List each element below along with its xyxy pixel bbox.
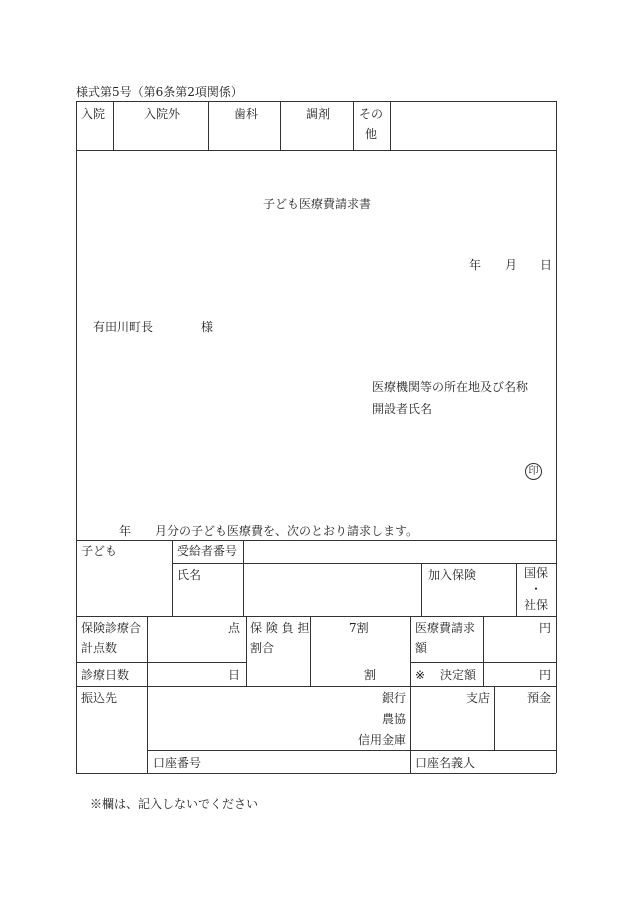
transfer-divider-2: [410, 686, 411, 773]
category-outpatient[interactable]: 入院外: [144, 107, 181, 121]
category-divider-3: [280, 101, 281, 150]
medical-divider-5: [483, 616, 484, 686]
bank-type-bank[interactable]: 銀行: [382, 691, 407, 705]
category-dental[interactable]: 歯科: [234, 107, 259, 121]
recipient-number-label: 受給者番号: [177, 544, 238, 558]
request-section-bottom: [76, 540, 556, 541]
table-right-border: [556, 101, 557, 773]
provider-founder-label: 開設者氏名: [372, 402, 433, 416]
category-row-bottom: [76, 150, 556, 151]
category-pharmacy[interactable]: 調剤: [306, 107, 331, 121]
insurance-label: 加入保険: [428, 568, 477, 582]
medical-divider-3: [310, 616, 311, 686]
burden-rate-value: 7割: [349, 621, 369, 635]
child-section-bottom: [76, 616, 556, 617]
date-year-label: 年: [469, 258, 482, 272]
insurance-option-kokuho[interactable]: 国保: [524, 566, 549, 580]
date-day-label: 日: [540, 258, 553, 272]
medical-section-bottom: [76, 686, 556, 687]
days-unit: 日: [228, 668, 241, 682]
child-col-divider: [172, 540, 173, 616]
category-divider-1: [113, 101, 114, 150]
category-inpatient[interactable]: 入院: [81, 107, 106, 121]
branch-label: 支店: [466, 691, 491, 705]
category-other-bottom[interactable]: 他: [365, 127, 378, 141]
days-label: 診療日数: [81, 668, 130, 682]
provider-address-label: 医療機関等の所在地及び名称: [372, 380, 529, 394]
decided-amount-label: 決定額: [440, 668, 477, 682]
account-holder-label: 口座名義人: [415, 756, 476, 770]
account-number-label: 口座番号: [153, 756, 202, 770]
table-left-border: [76, 101, 77, 773]
document-title: 子ども医療費請求書: [263, 197, 372, 211]
insurance-option-separator: ・: [530, 582, 543, 596]
bank-type-credit[interactable]: 信用金庫: [358, 733, 407, 747]
insurance-divider-2: [516, 563, 517, 616]
bank-row-bottom: [147, 750, 556, 751]
child-name-label: 氏名: [177, 568, 202, 582]
category-divider-5: [390, 101, 391, 150]
insurance-option-shaho[interactable]: 社保: [524, 598, 549, 612]
request-year-label: 年: [119, 524, 132, 538]
footnote: ※欄は、記入しないでください: [90, 797, 259, 811]
burden-label-line2: 割合: [250, 641, 275, 655]
category-divider-2: [208, 101, 209, 150]
table-top-border: [76, 101, 556, 102]
transfer-divider-3: [494, 686, 495, 750]
bank-type-agri[interactable]: 農協: [382, 712, 407, 726]
medical-divider-1: [147, 616, 148, 686]
claim-yen-unit: 円: [539, 621, 552, 635]
points-label-line2: 計点数: [81, 641, 118, 655]
form-number: 様式第5号（第6条第2項関係）: [76, 85, 243, 99]
burden-label-line1: 保 険 負 担: [250, 621, 310, 635]
decided-yen-unit: 円: [539, 668, 552, 682]
insurance-divider-1: [421, 563, 422, 616]
category-other-top[interactable]: その: [359, 107, 384, 121]
points-row-bottom-left: [76, 662, 246, 663]
points-unit: 点: [228, 621, 241, 635]
addressee-honorific: 様: [201, 320, 214, 334]
medical-divider-4: [410, 616, 411, 686]
recipient-row-bottom: [172, 563, 556, 564]
points-label-line1: 保険診療合: [81, 621, 142, 635]
transfer-header: 振込先: [81, 691, 118, 705]
child-header: 子ども: [81, 544, 118, 558]
date-month-label: 月: [505, 258, 518, 272]
deposit-label: 預金: [527, 691, 552, 705]
claim-label-line1: 医療費請求: [415, 621, 476, 635]
claim-label-line2: 額: [415, 641, 428, 655]
addressee-name: 有田川町長: [93, 320, 154, 334]
burden-rate-unit: 割: [364, 668, 377, 682]
child-value-divider: [243, 540, 244, 616]
table-bottom-border: [76, 773, 556, 774]
category-divider-4: [353, 101, 354, 150]
decided-mark: ※: [415, 668, 426, 682]
medical-divider-2: [246, 616, 247, 686]
seal-mark-icon: 印: [525, 463, 542, 480]
transfer-divider-1: [147, 686, 148, 773]
request-sentence: 月分の子ども医療費を、次のとおり請求します。: [155, 524, 419, 538]
